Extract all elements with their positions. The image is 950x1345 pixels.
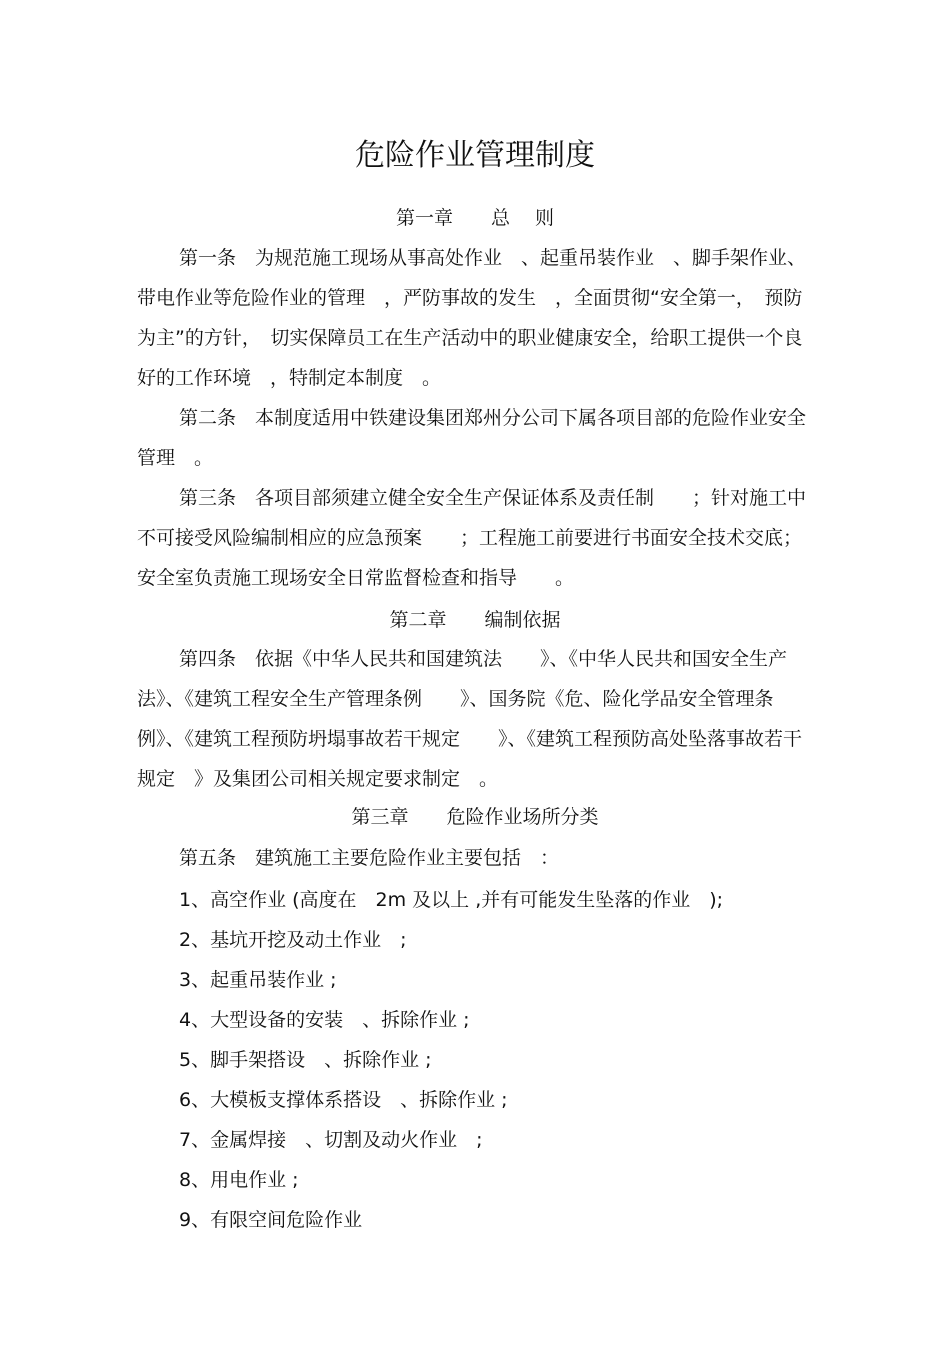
list-item: 6、大模板支撑体系搭设 、拆除作业 ; xyxy=(179,1089,508,1111)
chapter-heading-2: 第二章 编制依据 xyxy=(389,609,561,631)
article-4: 第四条 依据《中华人民共和国建筑法 》、《中华人民共和国安全生产法》、《建筑工程安全生产管理条例 》、国务院《危、险化学品安全管理条例》、《建筑工程预防坍塌事故若干规定 》、《建筑工程预防高处坠落事故若干规定 》及集团公司相关规定要求制定 。 xyxy=(137,648,803,790)
chapter-heading-3: 第三章 危险作业场所分类 xyxy=(351,806,599,828)
list-item: 2、基坑开挖及动土作业 ; xyxy=(179,929,407,951)
list-item: 4、大型设备的安装 、拆除作业 ; xyxy=(179,1009,470,1031)
list-item: 8、用电作业 ; xyxy=(179,1169,299,1191)
article-2: 第二条 本制度适用中铁建设集团郑州分公司下属各项目部的危险作业安全管理 。 xyxy=(137,407,807,469)
article-1: 第一条 为规范施工现场从事高处作业 、起重吊装作业 、脚手架作业、带电作业等危险作业的管理 ，严防事故的发生 ，全面贯彻“安全第一， 预防为主”的方针， 切实保障员工在生产活动中的职业健康安全，给职工提供一个良好的工作环境 ，特制定本制度 。 xyxy=(137,247,807,389)
article-5: 第五条 建筑施工主要危险作业主要包括 ： xyxy=(179,847,560,869)
list-item: 7、金属焊接 、切割及动火作业 ; xyxy=(179,1129,483,1151)
article-3: 第三条 各项目部须建立健全安全生产保证体系及责任制 ；针对施工中不可接受风险编制相应的应急预案 ；工程施工前要进行书面安全技术交底；安全室负责施工现场安全日常监督检查和指导 。 xyxy=(137,487,807,589)
list-item: 5、脚手架搭设 、拆除作业 ; xyxy=(179,1049,432,1071)
list-item: 1、高空作业 (高度在 2m 及以上 ,并有可能发生坠落的作业 ); xyxy=(179,889,724,911)
chapter-heading-1: 第一章 总 则 xyxy=(395,207,555,229)
list-item: 9、有限空间危险作业 xyxy=(179,1209,363,1231)
list-item: 3、起重吊装作业 ; xyxy=(179,969,337,991)
hazard-work-list xyxy=(179,880,799,1240)
document-title: 危险作业管理制度 xyxy=(355,138,595,173)
